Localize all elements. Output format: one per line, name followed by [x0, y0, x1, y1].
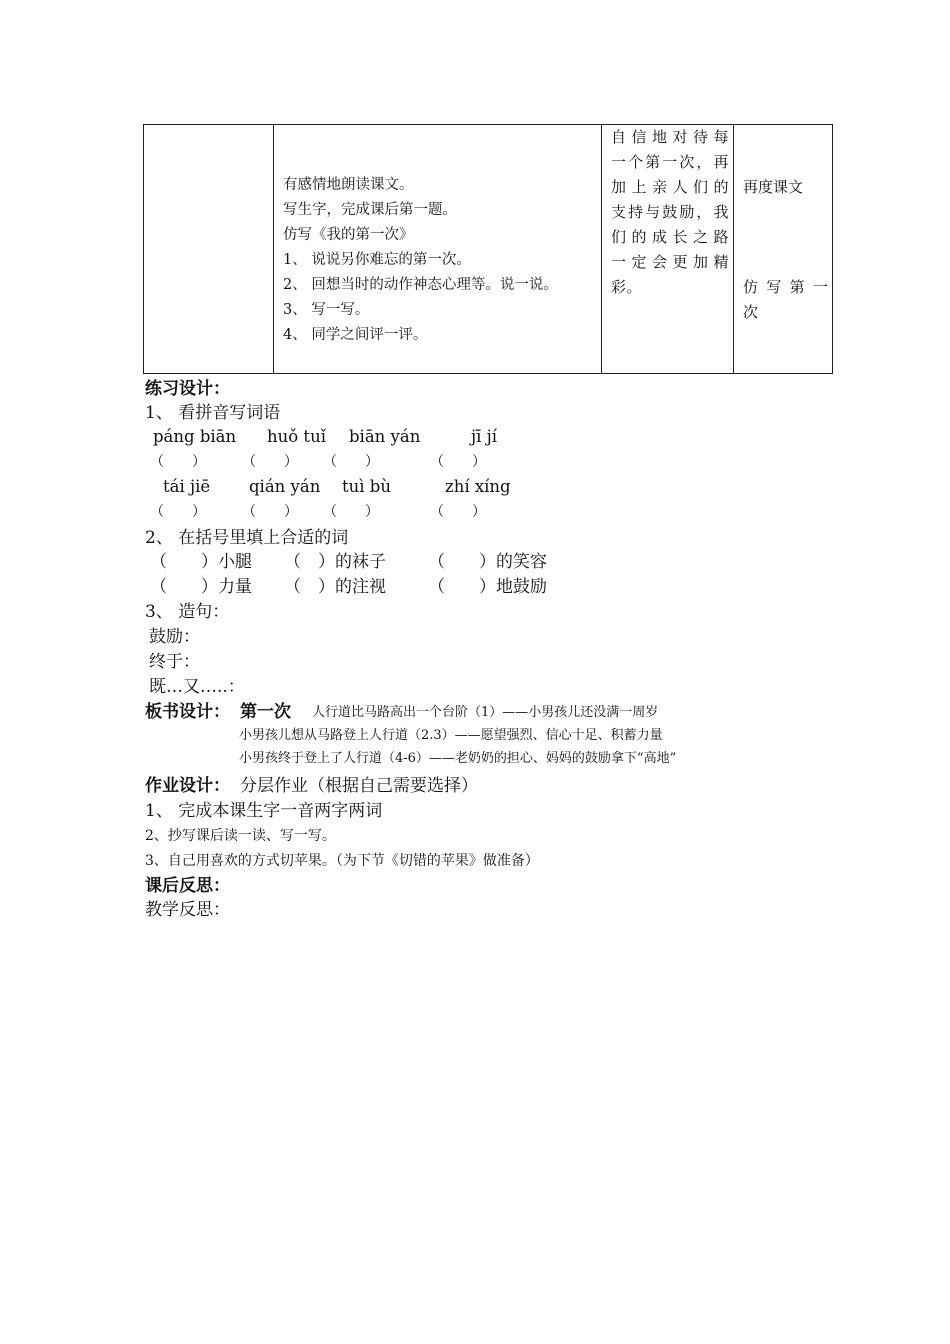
fill-item: （ ）的袜子	[284, 552, 386, 572]
summary-line: 们的成长之路	[611, 228, 729, 246]
sentence-item: 鼓励：	[149, 627, 200, 647]
homework-subtitle: 分层作业（根据自己需要选择）	[240, 776, 478, 796]
fill-item: （ ）的注视	[284, 577, 386, 597]
pinyin-item: huǒ tuǐ	[267, 427, 326, 446]
fill-item: （ ）小腿	[150, 552, 252, 572]
pinyin-item: jī jí	[471, 427, 498, 446]
homework-heading: 作业设计：	[145, 776, 230, 796]
board-line: 小男孩终于登上了人行道（4-6）——老奶奶的担心、妈妈的鼓励拿下“高地”	[239, 751, 677, 766]
activity-line: 仿写《我的第一次》	[283, 227, 414, 243]
lesson-table	[143, 124, 833, 374]
answer-bracket[interactable]: （ ）	[323, 454, 379, 470]
answer-bracket[interactable]: （ ）	[242, 454, 298, 470]
homework-item: 1、 完成本课生字一音两字两词	[145, 801, 383, 821]
pinyin-item: biān yán	[349, 427, 421, 446]
reflection-label: 教学反思：	[145, 900, 230, 920]
homework-item: 2、抄写课后读一读、写一写。	[145, 828, 336, 844]
pinyin-item: tuì bù	[342, 477, 391, 496]
board-heading: 板书设计：	[145, 702, 230, 722]
sentence-item: 终于：	[149, 652, 200, 672]
summary-line: 一定会更加精	[611, 253, 729, 271]
pinyin-item: páng biān	[153, 427, 237, 446]
fill-item: （ ）地鼓励	[428, 577, 547, 597]
activities-cell	[283, 173, 601, 348]
answer-bracket[interactable]: （ ）	[430, 504, 486, 520]
summary-line: 自信地对待每	[611, 128, 729, 146]
answer-bracket[interactable]: （ ）	[430, 454, 486, 470]
board-line: 小男孩儿想从马路登上人行道（2.3）——愿望强烈、信心十足、积蓄力量	[239, 728, 663, 743]
summary-line: 支持与鼓励，我	[611, 203, 729, 221]
fill-item: （ ）的笑容	[428, 552, 547, 572]
table-column-divider	[273, 125, 274, 373]
summary-line: 加上亲人们的	[611, 178, 729, 196]
homework-item: 3、自己用喜欢的方式切苹果。（为下节《切错的苹果》做准备）	[145, 853, 539, 869]
activity-line: 3、 写一写。	[283, 302, 370, 318]
answer-bracket[interactable]: （ ）	[323, 504, 379, 520]
pinyin-item: qián yán	[249, 477, 321, 496]
answer-bracket[interactable]: （ ）	[150, 454, 206, 470]
board-line: 人行道比马路高出一个台阶（1）——小男孩儿还没满一周岁	[312, 705, 659, 720]
board-title: 第一次	[240, 702, 291, 722]
pinyin-item: tái jiē	[163, 477, 211, 496]
activity-line: 1、 说说另你难忘的第一次。	[283, 252, 471, 268]
practice-q3-title: 3、 造句：	[145, 602, 230, 622]
summary-line: 彩。	[611, 278, 643, 296]
table-column-divider	[733, 125, 734, 373]
reflection-heading: 课后反思：	[145, 876, 230, 896]
answer-bracket[interactable]: （ ）	[242, 504, 298, 520]
fill-item: （ ）力量	[150, 577, 252, 597]
note-line: 仿 写 第 一	[743, 278, 828, 296]
activity-line: 有感情地朗读课文。	[283, 177, 414, 193]
note-line: 次	[743, 303, 759, 321]
activity-line: 4、 同学之间评一评。	[283, 327, 428, 343]
table-column-divider	[601, 125, 602, 373]
note-bottom	[743, 275, 828, 325]
sentence-item: 既…又…..：	[149, 677, 245, 697]
answer-bracket[interactable]: （ ）	[150, 504, 206, 520]
practice-heading: 练习设计：	[145, 379, 230, 399]
activity-line: 写生字，完成课后第一题。	[283, 202, 457, 218]
practice-q2-title: 2、 在括号里填上合适的词	[145, 528, 349, 548]
summary-line: 一个第一次，再	[611, 153, 729, 171]
pinyin-item: zhí xíng	[445, 477, 511, 496]
note-top: 再度课文	[743, 178, 804, 196]
practice-q1-title: 1、 看拼音写词语	[145, 403, 281, 423]
summary-cell	[611, 125, 729, 300]
activity-line: 2、 回想当时的动作神态心理等。说一说。	[283, 277, 558, 293]
